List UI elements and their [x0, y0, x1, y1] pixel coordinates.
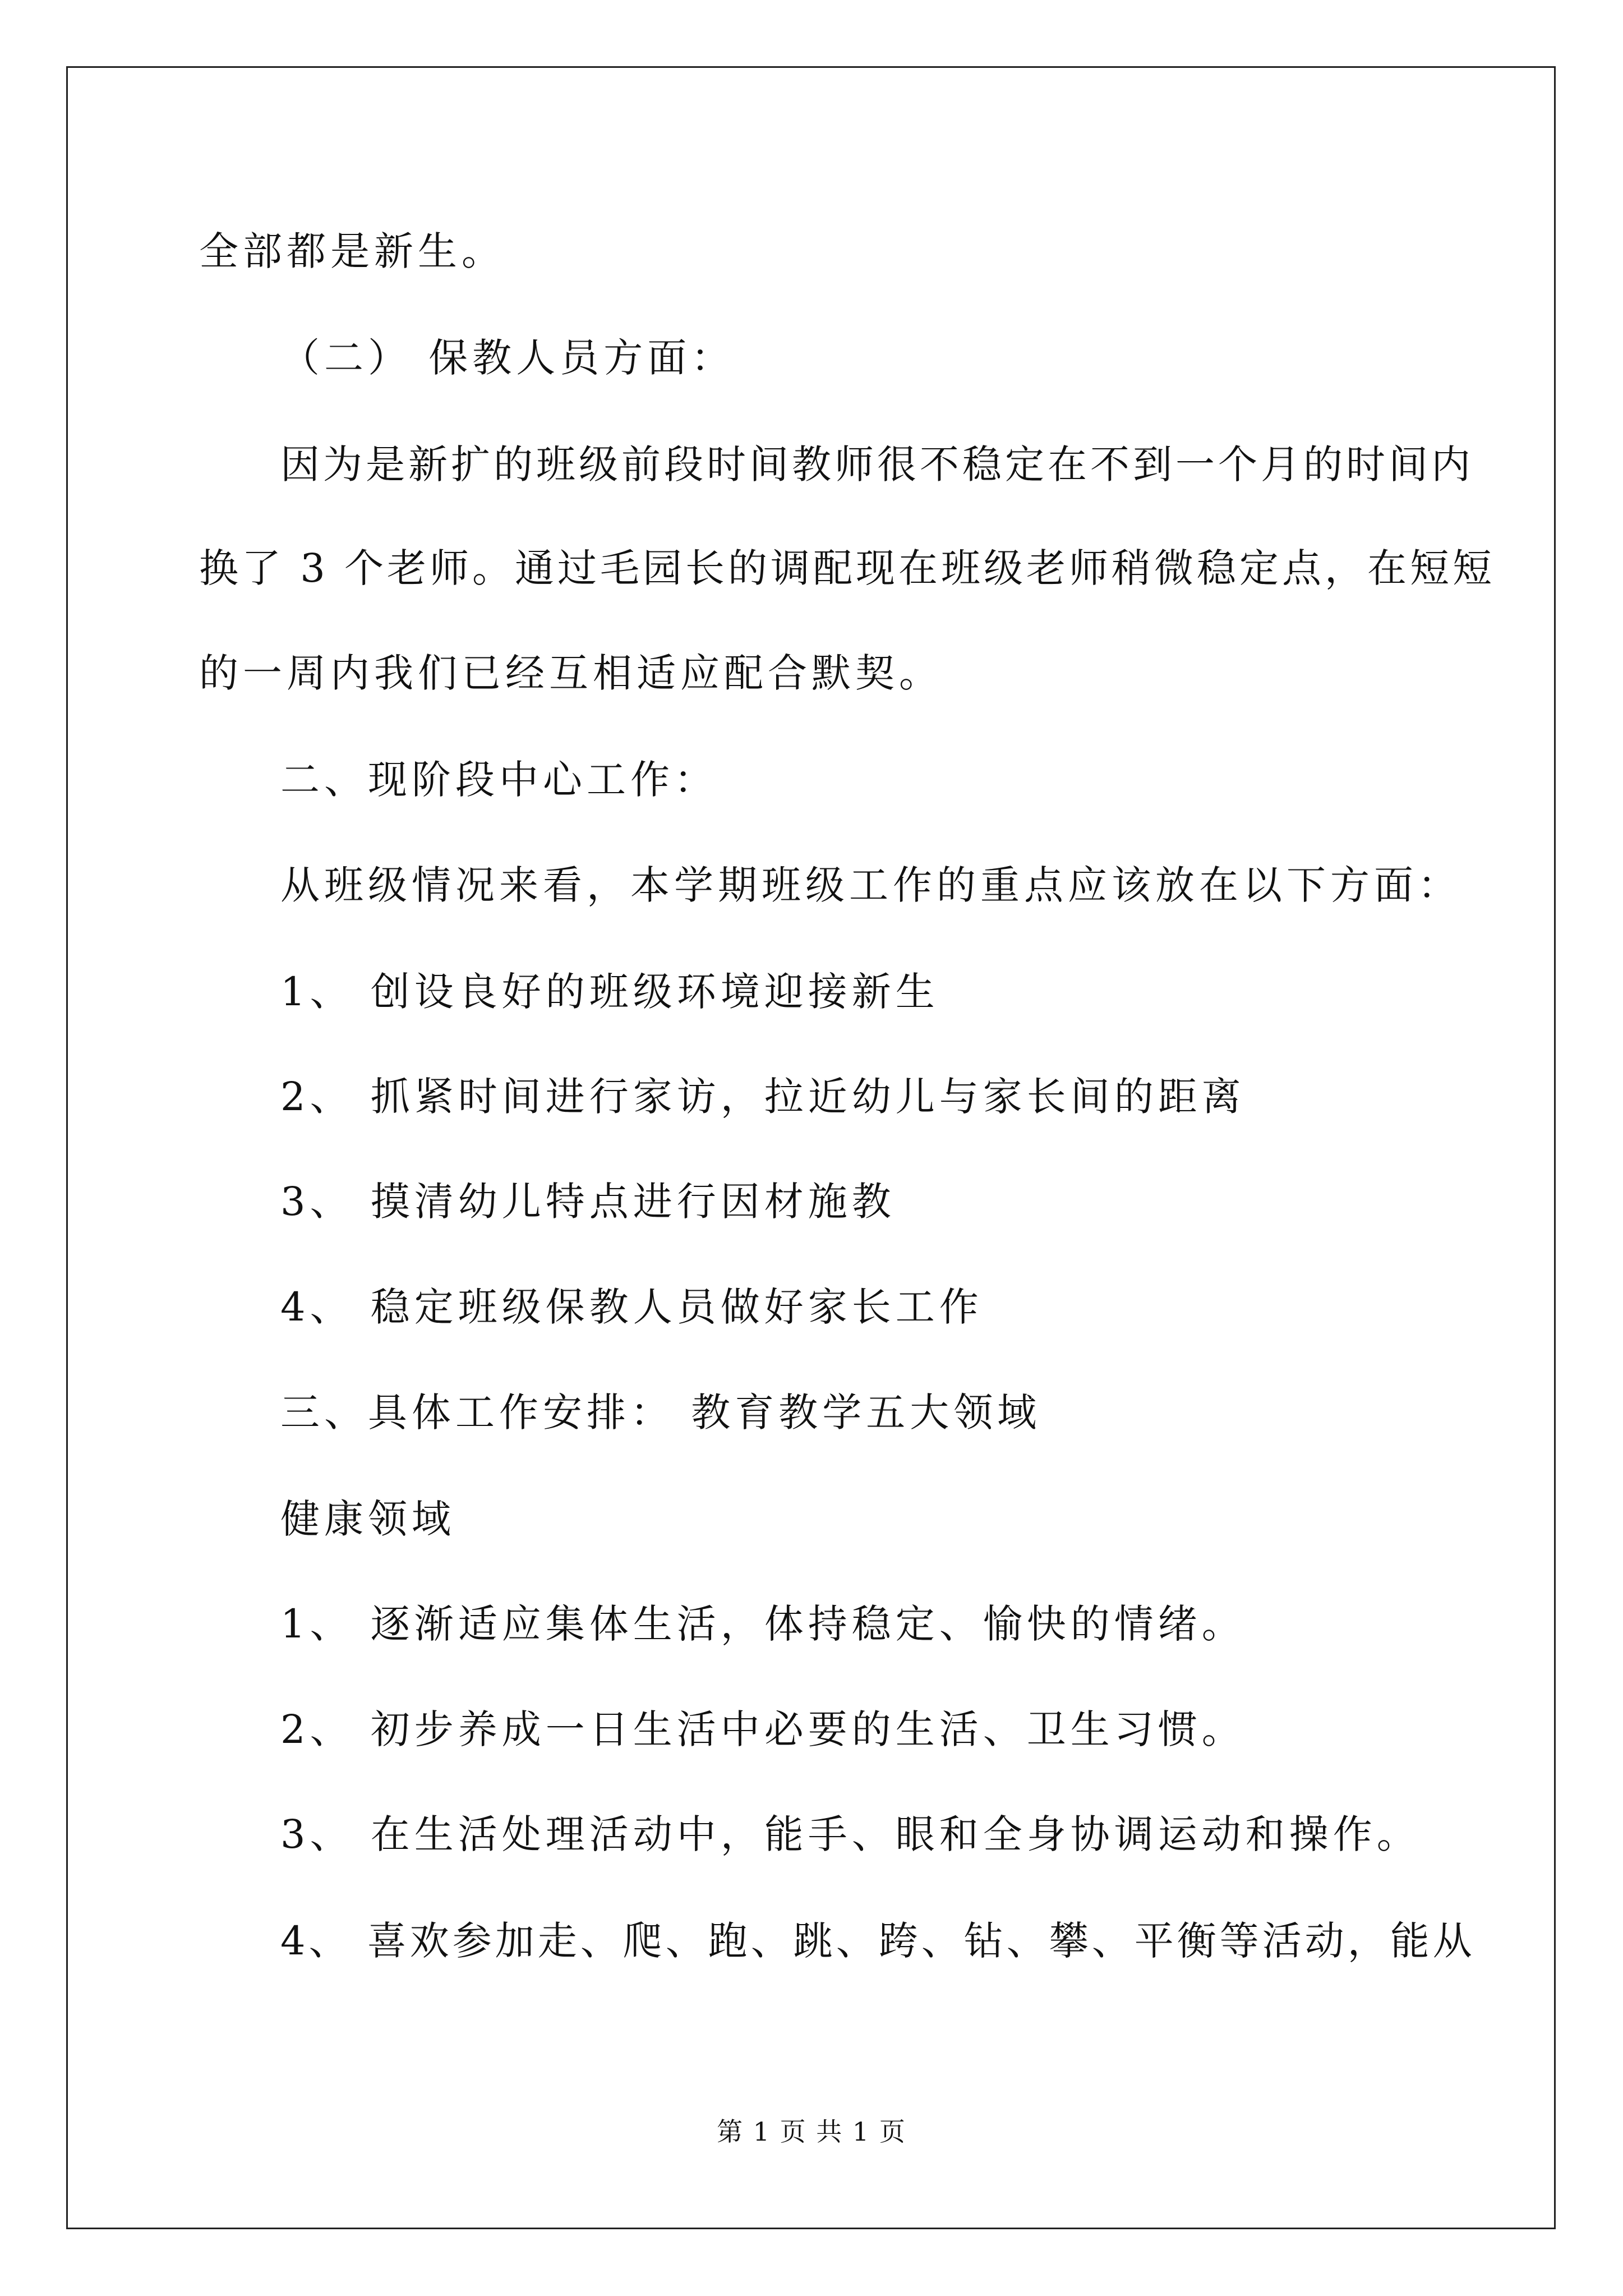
section-heading: 三、具体工作安排： 教育教学五大领域 — [280, 1389, 1041, 1435]
list-item: 3、 摸清幼儿特点进行因材施教 — [280, 1179, 896, 1225]
text-line: 全部都是新生。 — [199, 228, 505, 274]
text-line: 的一周内我们已经互相适应配合默契。 — [199, 650, 943, 696]
list-item: 2、 初步养成一日生活中必要的生活、卫生习惯。 — [280, 1706, 1246, 1752]
list-item: 3、 在生活处理活动中，能手、眼和全身协调运动和操作。 — [280, 1811, 1421, 1857]
section-heading: （二） 保教人员方面： — [280, 335, 735, 381]
page-number: 第 1 页 共 1 页 — [717, 2116, 906, 2147]
subsection-heading: 健康领域 — [280, 1496, 455, 1542]
section-heading: 二、现阶段中心工作： — [280, 757, 718, 803]
text-line: 因为是新扩的班级前段时间教师很不稳定在不到一个月的时间内 — [280, 441, 1474, 487]
text-line: 换了 3 个老师。通过毛园长的调配现在班级老师稍微稳定点，在短短 — [199, 545, 1496, 591]
list-item: 4、 稳定班级保教人员做好家长工作 — [280, 1284, 983, 1330]
list-item: 1、 创设良好的班级环境迎接新生 — [280, 969, 939, 1015]
list-item: 4、 喜欢参加走、爬、跑、跳、跨、钻、攀、平衡等活动，能从 — [280, 1918, 1476, 1964]
text-line: 从班级情况来看，本学期班级工作的重点应该放在以下方面： — [280, 862, 1461, 908]
list-item: 2、 抓紧时间进行家访，拉近幼儿与家长间的距离 — [280, 1074, 1246, 1120]
list-item: 1、 逐渐适应集体生活，体持稳定、愉快的情绪。 — [280, 1601, 1246, 1647]
page-border — [66, 66, 1556, 2229]
